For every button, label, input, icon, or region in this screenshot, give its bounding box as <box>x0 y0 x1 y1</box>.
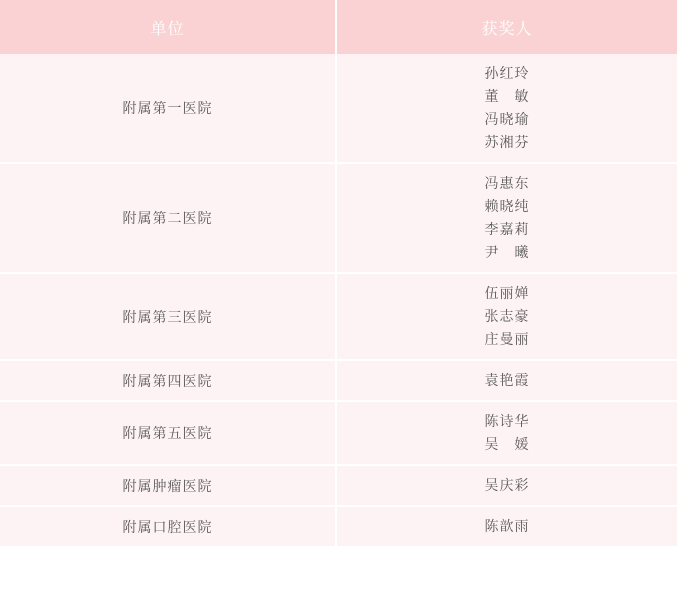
table-row <box>0 360 677 401</box>
header-cell-unit: 单位 <box>0 0 336 54</box>
winner-name: 赖晓纯 <box>484 198 530 214</box>
winner-name: 庄曼丽 <box>484 331 530 347</box>
winner-name: 吴庆彩 <box>484 477 530 493</box>
winner-list <box>341 62 673 154</box>
winner-list <box>341 282 673 351</box>
unit-cell: 附属第一医院 <box>0 54 336 163</box>
winner-cell <box>336 54 677 163</box>
winner-name: 冯惠东 <box>484 175 530 191</box>
winner-list <box>341 474 673 497</box>
winner-name: 吴 媛 <box>484 436 530 452</box>
unit-cell: 附属肿瘤医院 <box>0 465 336 506</box>
winner-cell <box>336 273 677 360</box>
winner-name: 伍丽婵 <box>484 285 530 301</box>
winner-name: 董 敏 <box>484 88 530 104</box>
table-row <box>0 506 677 546</box>
winner-name: 李嘉莉 <box>484 221 530 237</box>
winner-list <box>341 410 673 456</box>
winner-list <box>341 369 673 392</box>
table-body <box>0 54 677 546</box>
unit-cell: 附属口腔医院 <box>0 506 336 546</box>
table-row <box>0 163 677 273</box>
winner-name: 尹 曦 <box>484 244 530 260</box>
winner-cell <box>336 465 677 506</box>
unit-cell: 附属第三医院 <box>0 273 336 360</box>
winner-cell <box>336 163 677 273</box>
winner-cell <box>336 506 677 546</box>
winner-name: 陈歆雨 <box>484 518 530 534</box>
winner-name: 孙红玲 <box>484 65 530 81</box>
winner-name: 陈诗华 <box>484 413 530 429</box>
winner-name: 苏湘芬 <box>484 134 530 150</box>
header-cell-winner: 获奖人 <box>336 0 677 54</box>
table-row <box>0 465 677 506</box>
table-row <box>0 401 677 465</box>
winner-list <box>341 515 673 538</box>
winner-name: 袁艳霞 <box>484 372 530 388</box>
winner-name: 张志豪 <box>484 308 530 324</box>
table-row <box>0 273 677 360</box>
header-row <box>0 0 677 54</box>
unit-cell: 附属第五医院 <box>0 401 336 465</box>
table-header <box>0 0 677 54</box>
unit-cell: 附属第四医院 <box>0 360 336 401</box>
table-row <box>0 54 677 163</box>
winner-cell <box>336 360 677 401</box>
winner-name: 冯晓瑜 <box>484 111 530 127</box>
winner-cell <box>336 401 677 465</box>
unit-cell: 附属第二医院 <box>0 163 336 273</box>
winner-list <box>341 172 673 264</box>
